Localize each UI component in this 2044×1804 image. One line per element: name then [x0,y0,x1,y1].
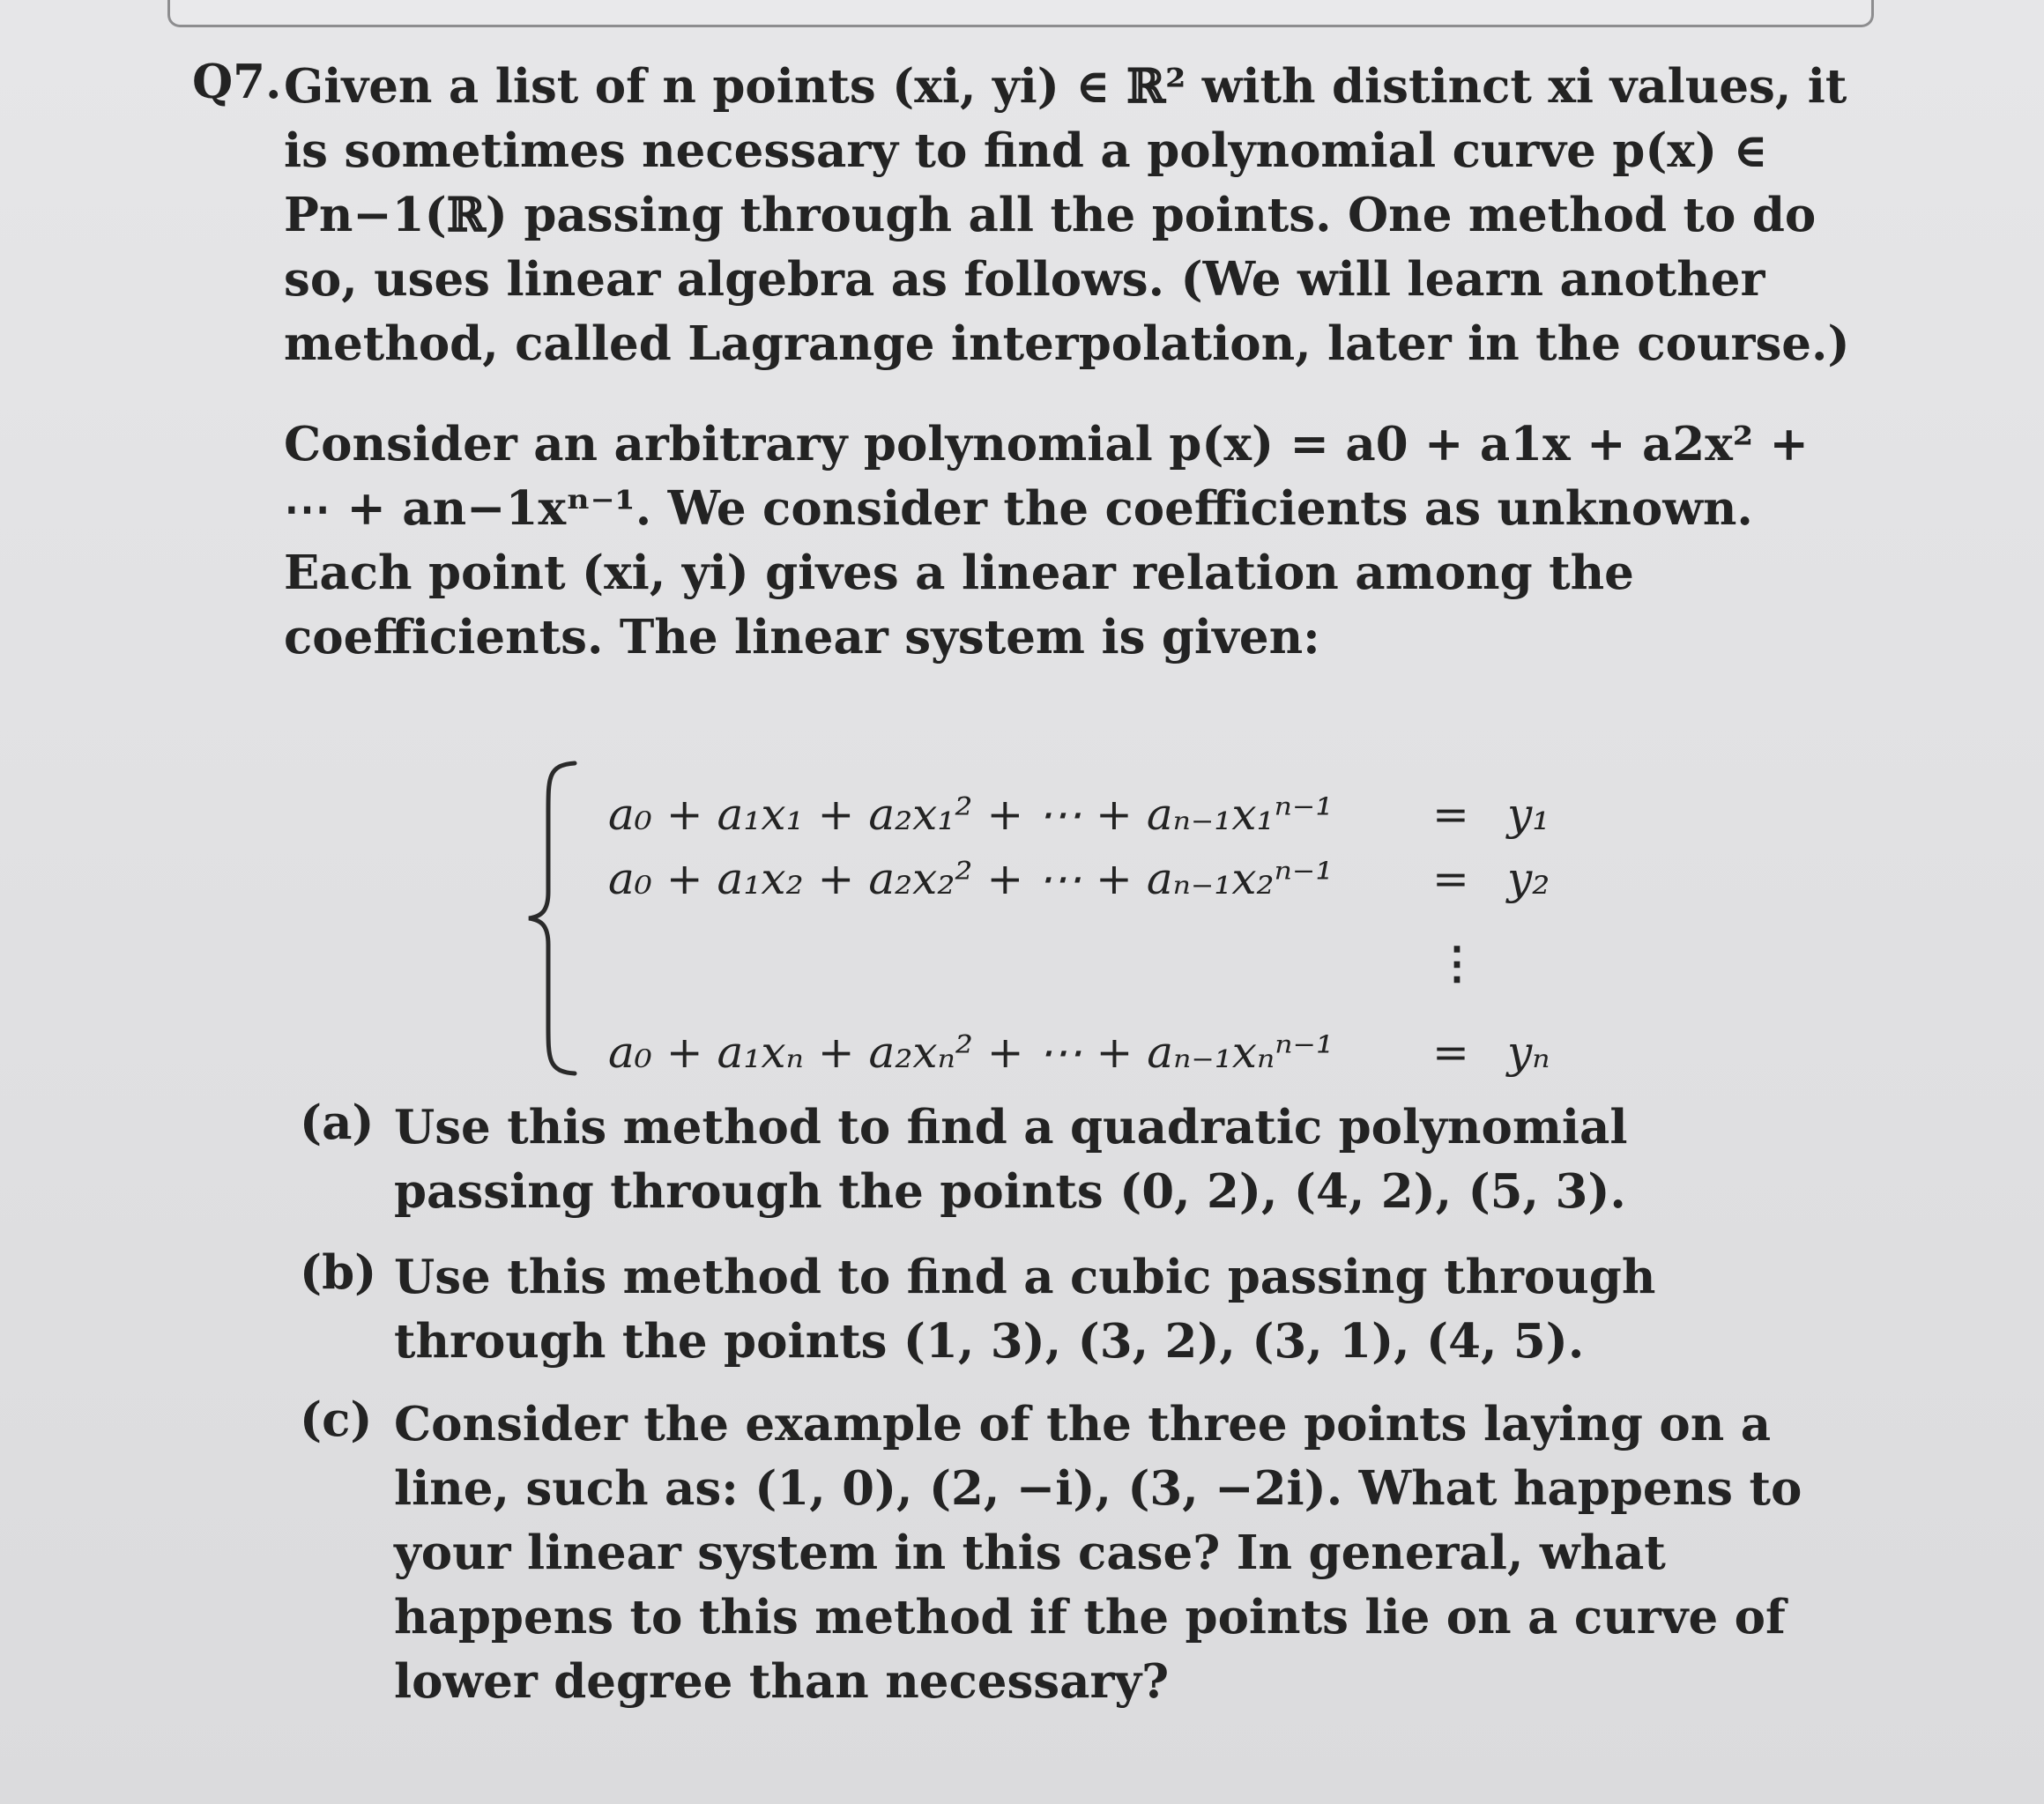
row-n-equals: = [1432,1027,1469,1078]
question-intro: Given a list of n points (xi, yi) ∈ ℝ² with distinct xi values, it is sometimes necessary to find a polynomial curve p(x) ∈ Pn−1(ℝ) passing through all the points. One method to do so, uses linear algebra as follows. (We will learn another method, called Lagrange interpolation, later in the course.) [284,59,1850,371]
row-2-lhs: a₀ + a₁x₂ + a₂x₂² + ⋯ + aₙ₋₁x₂ⁿ⁻¹ [608,853,1334,904]
part-b-label: (b) [300,1245,377,1300]
row-1-rhs: y₁ [1507,789,1550,840]
part-c-text: Consider the example of the three points laying on a line, such as: (1, 0), (2, −i), (3, −2i). What happens to your linear system in this case? In general, what happens to this method if the points lie on a curve of lower degree than necessary? [394,1397,1802,1709]
question-number: Q7. [192,55,282,109]
row-n-rhs: yₙ [1507,1027,1550,1078]
part-a-text: Use this method to find a quadratic polynomial passing through the points (0, 2), (4, 2), (5, 3). [394,1100,1628,1219]
system-vdots: ⋮ [1435,937,1479,989]
row-1-equals: = [1432,789,1469,840]
row-2-rhs: y₂ [1507,853,1550,904]
row-2-equals: = [1432,853,1469,904]
part-a-label: (a) [300,1095,375,1150]
system-brace [522,760,583,1077]
part-b-text: Use this method to find a cubic passing through through the points (1, 3), (3, 2), (3, 1), (4, 5). [394,1250,1656,1369]
row-n-lhs: a₀ + a₁xₙ + a₂xₙ² + ⋯ + aₙ₋₁xₙⁿ⁻¹ [608,1027,1334,1078]
question-setup: Consider an arbitrary polynomial p(x) = a0 + a1x + a2x² + ⋯ + an−1xⁿ⁻¹. We consider the coefficients as unknown. Each point (xi, yi) gives a linear relation among the coefficients. The linear system is given: [284,417,1809,664]
row-1-lhs: a₀ + a₁x₁ + a₂x₁² + ⋯ + aₙ₋₁x₁ⁿ⁻¹ [608,789,1334,840]
part-c-label: (c) [300,1392,373,1447]
